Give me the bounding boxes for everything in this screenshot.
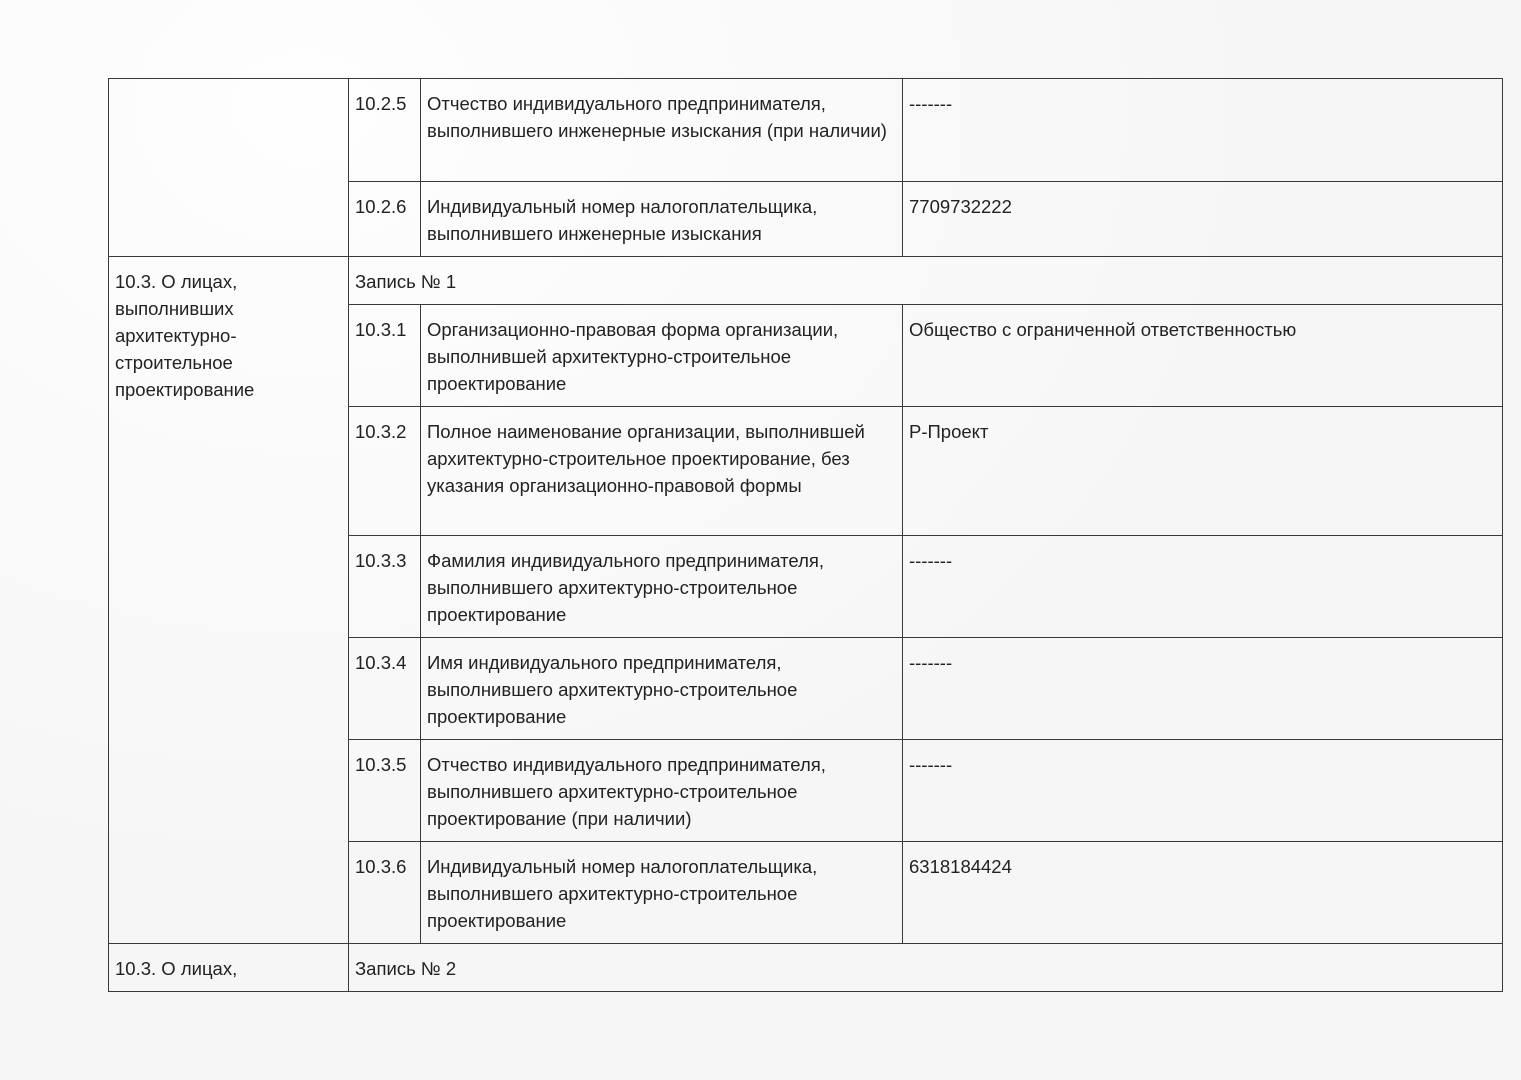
row-number: 10.3.3: [349, 536, 421, 638]
registry-table: [108, 78, 1503, 992]
row-number: 10.3.2: [349, 407, 421, 536]
row-value: 7709732222: [903, 182, 1503, 257]
row-description: Организационно-правовая форма организации, выполнившей архитектурно-строительное проектирование: [421, 305, 903, 407]
row-description: Имя индивидуального предпринимателя, выполнившего архитектурно-строительное проектирование: [421, 638, 903, 740]
row-value: -------: [903, 740, 1503, 842]
row-description: Индивидуальный номер налогоплательщика, выполнившего инженерные изыскания: [421, 182, 903, 257]
section-cell-10-2: [109, 79, 349, 257]
row-number: 10.3.5: [349, 740, 421, 842]
row-value: 6318184424: [903, 842, 1503, 944]
row-value: -------: [903, 79, 1503, 182]
row-value: -------: [903, 536, 1503, 638]
table-row: [109, 79, 1503, 182]
row-number: 10.2.6: [349, 182, 421, 257]
row-value: -------: [903, 638, 1503, 740]
row-number: 10.2.5: [349, 79, 421, 182]
row-value: Р-Проект: [903, 407, 1503, 536]
section-label: 10.3. О лицах, выполнивших архитектурно-строительное проектирование: [109, 257, 349, 944]
row-description: Фамилия индивидуального предпринимателя, выполнившего архитектурно-строительное проектирование: [421, 536, 903, 638]
record-title: Запись № 1: [349, 257, 1503, 305]
row-description: Полное наименование организации, выполнившей архитектурно-строительное проектирование, без указания организационно-правовой формы: [421, 407, 903, 536]
record-title-next: Запись № 2: [349, 944, 1503, 992]
row-description: Индивидуальный номер налогоплательщика, выполнившего архитектурно-строительное проектирование: [421, 842, 903, 944]
row-description: Отчество индивидуального предпринимателя, выполнившего инженерные изыскания (при наличии): [421, 79, 903, 182]
table-row: [109, 257, 1503, 305]
section-label-next: 10.3. О лицах,: [109, 944, 349, 992]
table-row: [109, 944, 1503, 992]
row-value: Общество с ограниченной ответственностью: [903, 305, 1503, 407]
row-number: 10.3.6: [349, 842, 421, 944]
row-number: 10.3.4: [349, 638, 421, 740]
row-description: Отчество индивидуального предпринимателя, выполнившего архитектурно-строительное проектирование (при наличии): [421, 740, 903, 842]
row-number: 10.3.1: [349, 305, 421, 407]
